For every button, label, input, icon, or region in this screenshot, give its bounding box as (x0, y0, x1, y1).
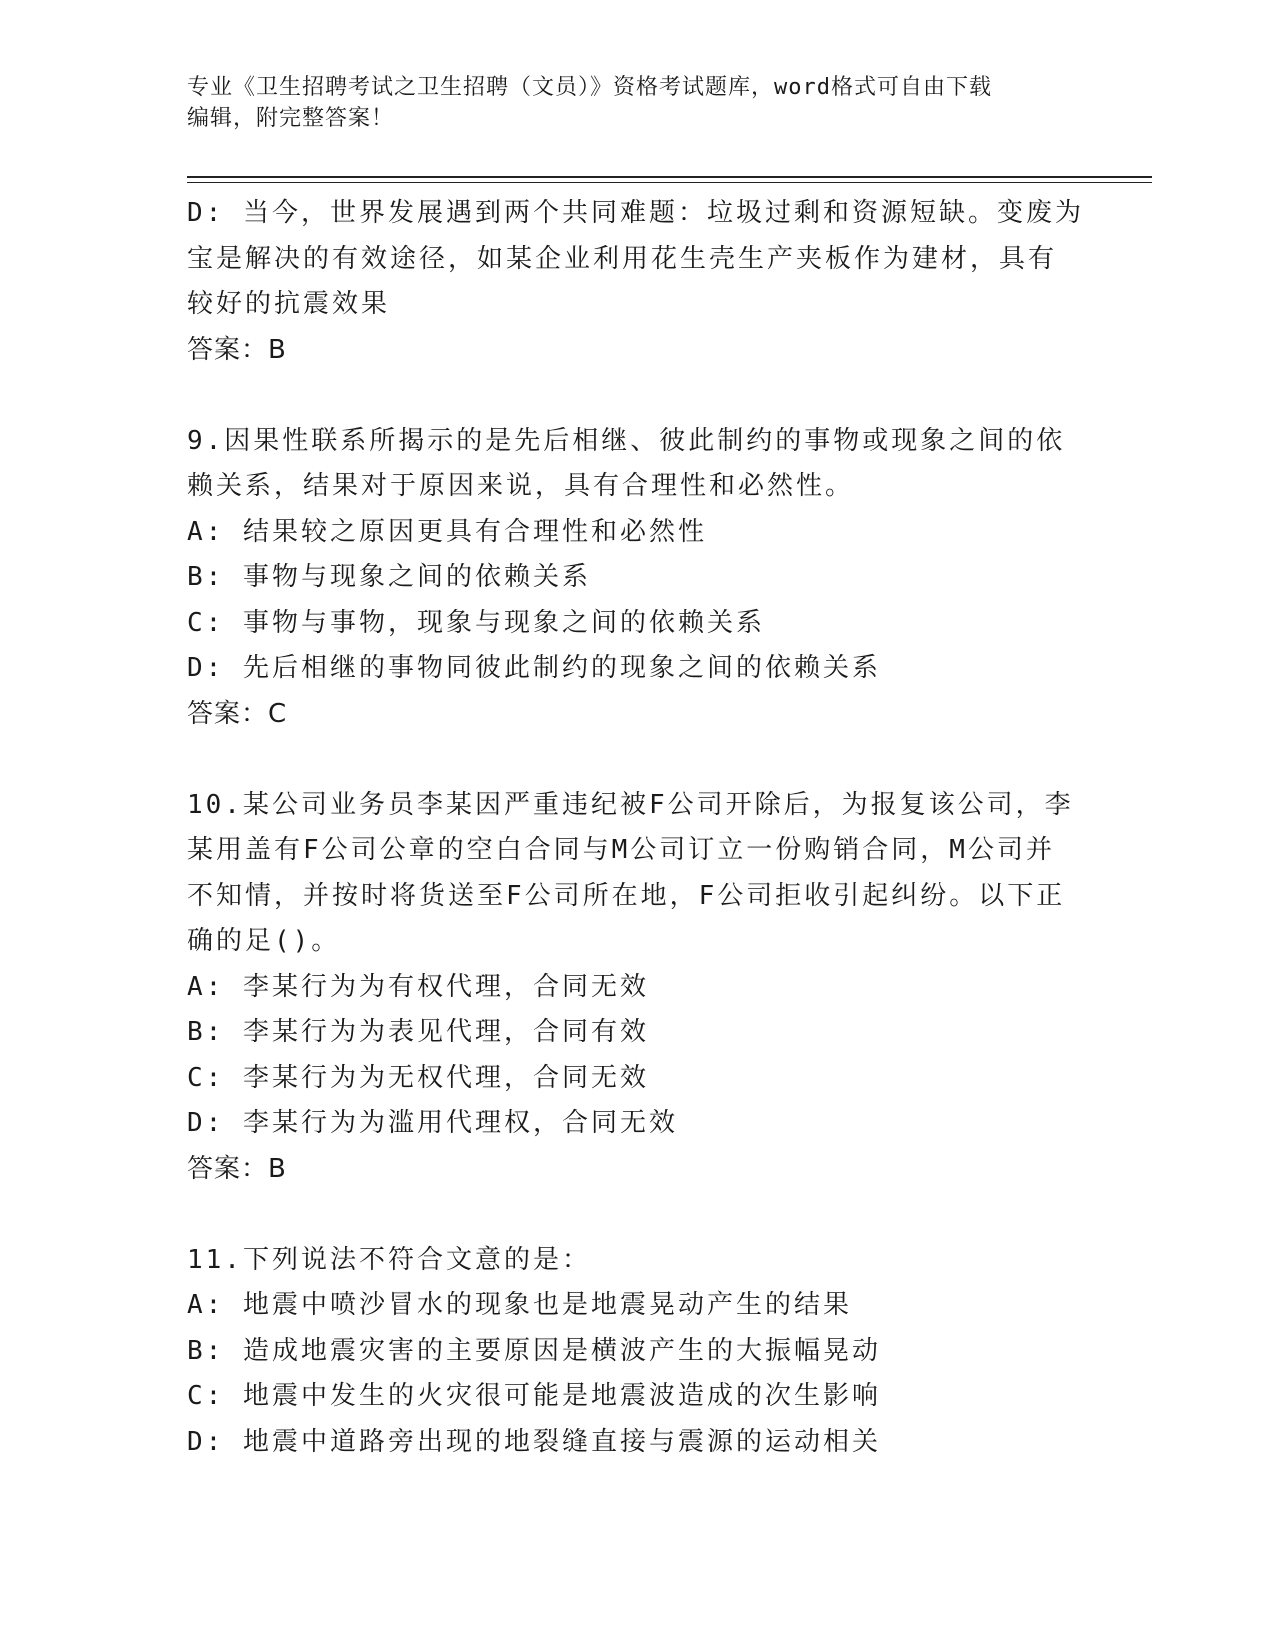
q10-stem-line-3: 不知情，并按时将货送至F公司所在地，F公司拒收引起纠纷。以下正 (187, 880, 1066, 911)
q9-option-d: D: 先后相继的事物同彼此制约的现象之间的依赖关系 (187, 653, 881, 683)
q9-option-b: B: 事物与现象之间的依赖关系 (187, 562, 591, 592)
q10-option-d: D: 李某行为为滥用代理权，合同无效 (187, 1108, 678, 1138)
q10-answer: 答案：B (187, 1153, 287, 1184)
header-line-1: 专业《卫生招聘考试之卫生招聘（文员）》资格考试题库，word格式可自由下载 (187, 75, 992, 100)
q9-option-a: A: 结果较之原因更具有合理性和必然性 (187, 516, 707, 547)
q9-answer: 答案：C (187, 698, 288, 729)
q11-stem-line-1: 11.下列说法不符合文意的是： (187, 1244, 591, 1275)
q10-option-a: A: 李某行为为有权代理，合同无效 (187, 971, 649, 1002)
q10-stem-line-4: 确的足()。 (187, 926, 341, 956)
question-content (187, 191, 1087, 1465)
q11-option-c: C: 地震中发生的火灾很可能是地震波造成的次生影响 (187, 1381, 881, 1411)
q10-option-b: B: 李某行为为表见代理，合同有效 (187, 1017, 649, 1047)
spacer (187, 1192, 1087, 1238)
header-line-2: 编辑，附完整答案！ (187, 106, 395, 131)
spacer (187, 737, 1087, 783)
q8-option-d-line-1: D: 当今，世界发展遇到两个共同难题：垃圾过剩和资源短缺。变废为 (187, 198, 1084, 228)
document-header (187, 72, 1087, 134)
header-divider-thick (187, 176, 1152, 178)
question-9 (187, 419, 1087, 738)
question-8 (187, 191, 1087, 373)
q11-option-a: A: 地震中喷沙冒水的现象也是地震晃动产生的结果 (187, 1290, 852, 1320)
q11-option-b: B: 造成地震灾害的主要原因是横波产生的大振幅晃动 (187, 1335, 881, 1366)
header-divider-thin (187, 182, 1152, 183)
spacer (187, 373, 1087, 419)
question-11 (187, 1238, 1087, 1466)
q9-stem-line-1: 9.因果性联系所揭示的是先后相继、彼此制约的事物或现象之间的依 (187, 425, 1066, 456)
q10-stem-line-2: 某用盖有F公司公章的空白合同与M公司订立一份购销合同，M公司并 (187, 835, 1055, 865)
q9-option-c: C: 事物与事物，现象与现象之间的依赖关系 (187, 607, 765, 638)
q8-option-d-line-3: 较好的抗震效果 (187, 289, 391, 319)
q8-option-d-line-2: 宝是解决的有效途径，如某企业利用花生壳生产夹板作为建材，具有 (187, 243, 1058, 274)
q9-stem-line-2: 赖关系，结果对于原因来说，具有合理性和必然性。 (187, 471, 855, 501)
q10-stem-line-1: 10.某公司业务员李某因严重违纪被F公司开除后，为报复该公司，李 (187, 789, 1074, 820)
q8-answer: 答案：B (187, 334, 287, 365)
q10-option-c: C: 李某行为为无权代理，合同无效 (187, 1062, 649, 1093)
q11-option-d: D: 地震中道路旁出现的地裂缝直接与震源的运动相关 (187, 1426, 881, 1457)
question-10 (187, 783, 1087, 1193)
